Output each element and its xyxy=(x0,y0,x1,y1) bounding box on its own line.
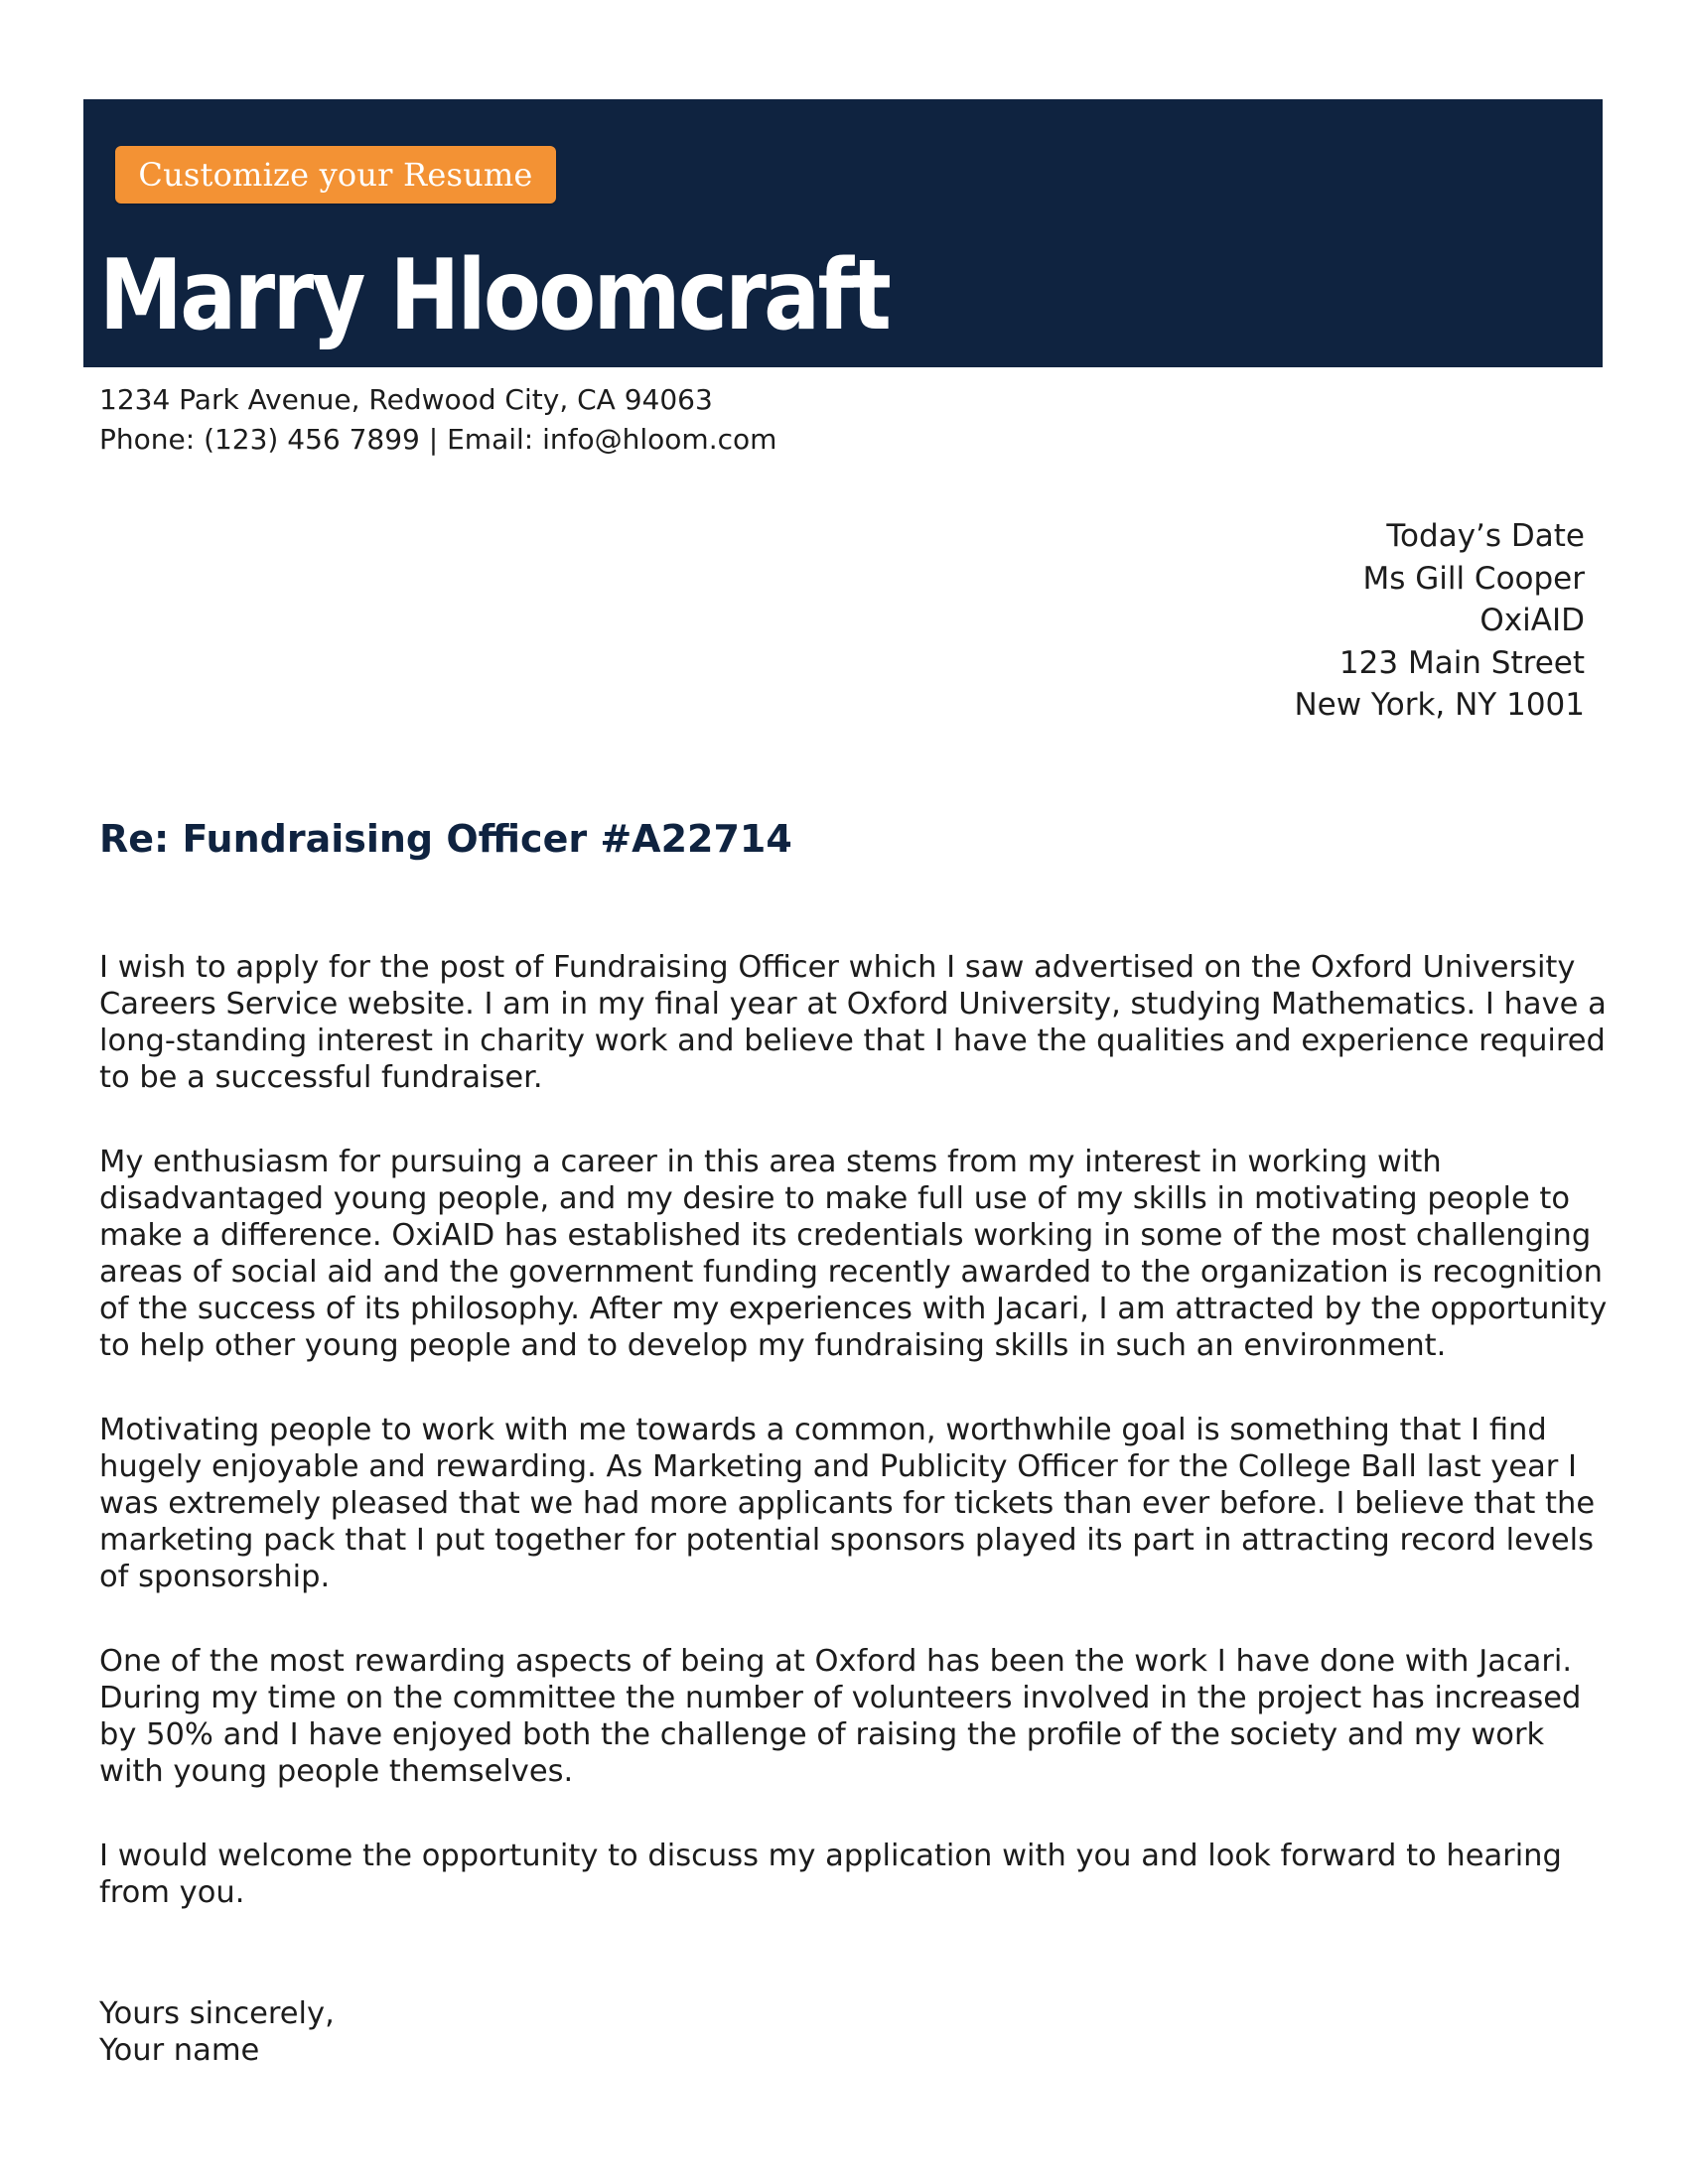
contact-phone-email: Phone: (123) 456 7899 | Email: info@hloom.com xyxy=(99,423,777,456)
recipient-city: New York, NY 1001 xyxy=(1294,687,1585,723)
letter-date: Today’s Date xyxy=(1386,518,1585,554)
recipient-block xyxy=(1294,515,1585,727)
body-paragraph: I would welcome the opportunity to discuss my application with you and look forward to hearing from you. xyxy=(99,1839,1562,1910)
customize-resume-button[interactable]: Customize your Resume xyxy=(115,146,556,204)
letter-body xyxy=(99,949,1609,1959)
body-paragraph: My enthusiasm for pursuing a career in this area stems from my interest in working with disadvantaged young people, and my desire to make full use of my skills in motivating people to make a difference. OxiAID has established its credentials working in some of the most challenging areas of social aid and the government funding recently awarded to the organization is recognition of the success of its philosophy. After my experiences with Jacari, I am attracted by the opportunity to help other young people and to develop my fundraising skills in such an environment. xyxy=(99,1145,1608,1363)
body-paragraph: Motivating people to work with me towards a common, worthwhile goal is something that I find hugely enjoyable and rewarding. As Marketing and Publicity Officer for the College Ball last year I was extremely pleased that we had more applicants for tickets than ever before. I believe that the marketing pack that I put together for potential sponsors played its part in attracting record levels of sponsorship. xyxy=(99,1413,1596,1594)
recipient-company: OxiAID xyxy=(1479,603,1585,638)
contact-address: 1234 Park Avenue, Redwood City, CA 94063 xyxy=(99,383,713,416)
closing-signature: Your name xyxy=(99,2033,260,2068)
closing-salutation: Yours sincerely, xyxy=(99,1996,335,2031)
recipient-name: Ms Gill Cooper xyxy=(1362,560,1585,597)
body-paragraph: I wish to apply for the post of Fundraising Officer which I saw advertised on the Oxford University Careers Service website. I am in my final year at Oxford University, studying Mathematics. I have a long-standing interest in charity work and believe that I have the qualities and experience required to be a successful fundraiser. xyxy=(99,950,1607,1095)
contact-block xyxy=(99,380,776,460)
subject-line: Re: Fundraising Officer #A22714 xyxy=(99,817,792,861)
applicant-name: Marry Hloomcraft xyxy=(99,239,890,352)
closing-block xyxy=(99,1995,335,2069)
body-paragraph: One of the most rewarding aspects of being at Oxford has been the work I have done with Jacari. During my time on the committee the number of volunteers involved in the project has increased by 50% and I have enjoyed both the challenge of raising the profile of the society and my work with young people themselves. xyxy=(99,1644,1582,1789)
recipient-street: 123 Main Street xyxy=(1338,644,1585,681)
